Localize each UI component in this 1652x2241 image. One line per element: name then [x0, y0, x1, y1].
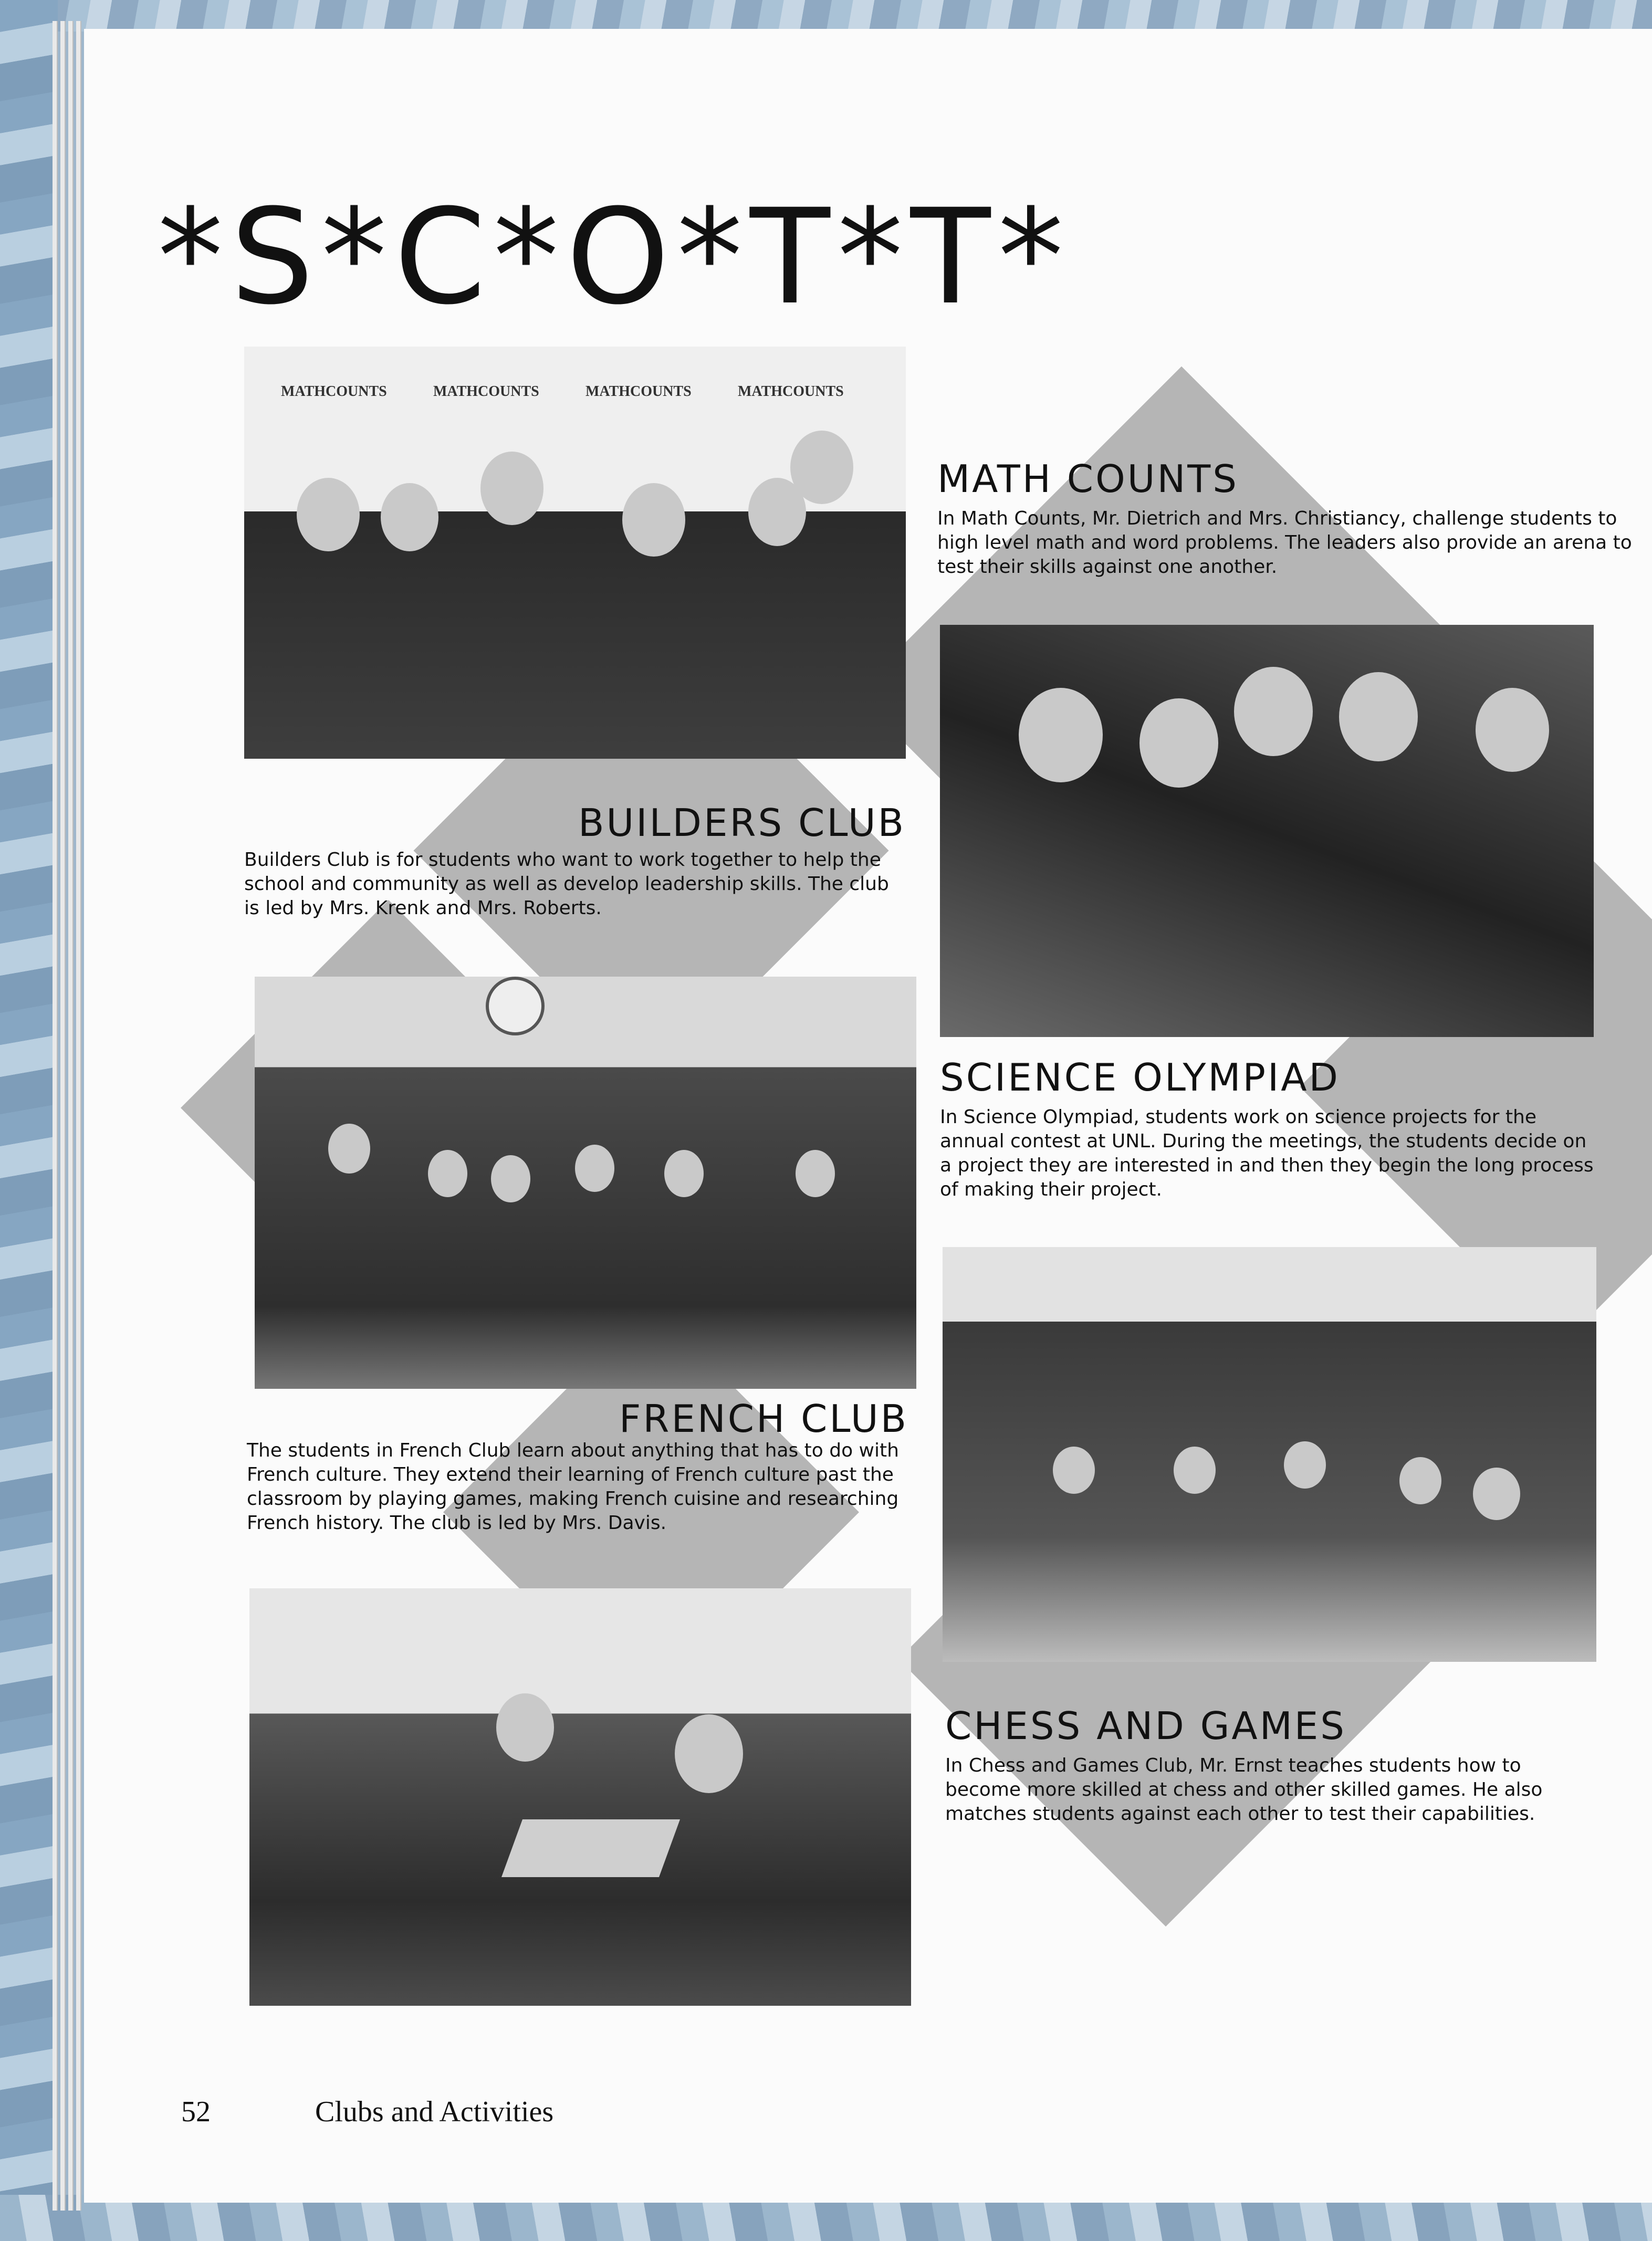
banner-text: MATHCOUNTS	[433, 383, 539, 400]
club-heading: BUILDERS CLUB	[578, 801, 906, 845]
person	[664, 1150, 704, 1197]
photo-chess-and-games	[249, 1588, 911, 2006]
person	[381, 483, 438, 551]
club-heading: CHESS AND GAMES	[945, 1704, 1347, 1748]
club-heading: MATH COUNTS	[937, 457, 1239, 501]
person	[622, 483, 685, 557]
club-heading: FRENCH CLUB	[619, 1397, 908, 1441]
person	[1476, 688, 1549, 772]
background-texture-top	[0, 0, 1652, 32]
banner-text: MATHCOUNTS	[281, 383, 387, 400]
person	[1234, 667, 1313, 756]
page-stack-edge	[68, 21, 74, 2211]
clock-icon	[486, 977, 545, 1035]
person	[1473, 1468, 1520, 1520]
person	[790, 431, 853, 504]
banner-text: MATHCOUNTS	[738, 383, 844, 400]
game-board	[501, 1819, 680, 1877]
page-stack-edge	[76, 21, 81, 2211]
person	[428, 1150, 467, 1197]
person	[1139, 698, 1218, 788]
photo-french-club	[943, 1247, 1596, 1662]
person	[1053, 1447, 1095, 1494]
club-description: In Science Olympiad, students work on science projects for the annual contest at UNL. During the meetings, the students decide on a project they are interested in and then they begin the long process of making their project.	[940, 1106, 1594, 1200]
person	[1174, 1447, 1216, 1494]
photo-builders-club	[940, 625, 1594, 1037]
club-description: Builders Club is for students who want to work together to help the school and community as well as develop leadership skills. The club is led by Mrs. Krenk and Mrs. Roberts.	[244, 849, 889, 919]
page-stack-edge	[60, 21, 66, 2211]
club-description: In Math Counts, Mr. Dietrich and Mrs. Christiancy, challenge students to high level math and word problems. The leaders also provide an arena to test their skills against one another.	[937, 508, 1632, 578]
person	[675, 1714, 743, 1793]
person	[297, 478, 360, 551]
person	[1399, 1457, 1441, 1504]
banner-text: MATHCOUNTS	[585, 383, 692, 400]
person	[496, 1693, 554, 1762]
person	[1284, 1441, 1326, 1489]
person	[480, 452, 543, 525]
photo-math-counts	[244, 347, 906, 759]
person	[1339, 672, 1418, 761]
photo-science-olympiad	[255, 977, 916, 1389]
background-texture-left	[0, 0, 58, 2241]
person	[575, 1145, 614, 1192]
page-stack-edge	[53, 21, 58, 2211]
club-description: In Chess and Games Club, Mr. Ernst teaches students how to become more skilled at chess and other skilled games. He also matches students against each other to test their capabilities.	[945, 1755, 1543, 1825]
person	[1019, 688, 1103, 782]
person	[328, 1124, 370, 1174]
club-heading: SCIENCE OLYMPIAD	[940, 1055, 1340, 1099]
section-label: Clubs and Activities	[315, 2096, 554, 2128]
club-description: The students in French Club learn about anything that has to do with French culture. They extend their learning of French culture past the classroom by playing games, making French cuisine and researching French history. The club is led by Mrs. Davis.	[247, 1440, 899, 1534]
person	[491, 1155, 530, 1202]
page-number: 52	[181, 2096, 211, 2128]
person	[796, 1150, 835, 1197]
page-title: *S*C*O*T*T*	[158, 181, 1071, 333]
